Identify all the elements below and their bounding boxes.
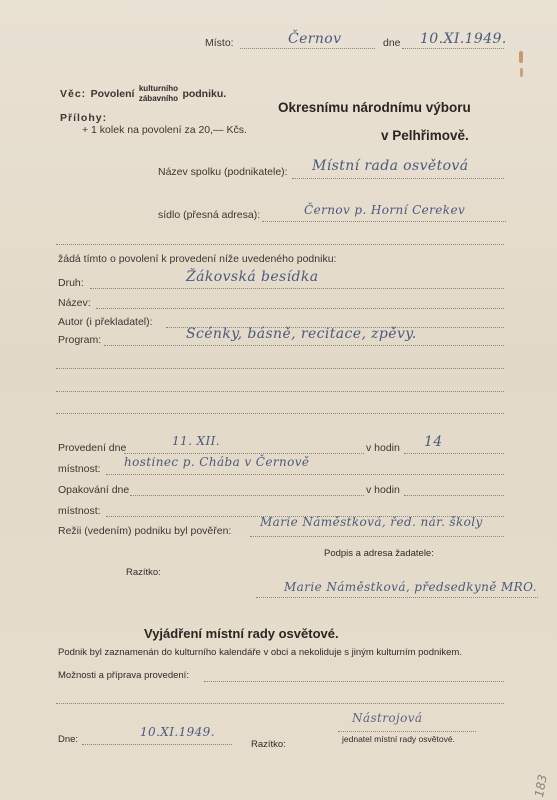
mistnost-line — [106, 474, 504, 475]
provedeni-label: Provedení dne — [58, 442, 127, 454]
spolek-value: Místní rada osvětová — [312, 158, 469, 174]
mistnost2-label: místnost: — [58, 505, 101, 517]
moznosti-line — [204, 681, 504, 682]
council-dne-value: 10.XI.1949. — [140, 725, 215, 739]
druh-value: Žákovská besídka — [186, 269, 319, 285]
opakovani-line — [130, 495, 364, 496]
misto-label: Místo: — [205, 37, 234, 49]
autor-label: Autor (i překladatel): — [58, 316, 153, 328]
razitko-label: Razítko: — [126, 567, 161, 578]
council-dne-line — [82, 744, 232, 745]
hodin-label: v hodin — [366, 442, 400, 454]
jednatel-line — [338, 731, 476, 732]
addressee-line1: Okresnímu národnímu výboru — [278, 100, 471, 115]
vec-label: Věc: — [60, 88, 87, 100]
council-dne-label: Dne: — [58, 734, 79, 745]
misto-line — [240, 48, 375, 49]
program-line — [104, 345, 504, 346]
sidlo-line — [262, 221, 506, 222]
rezie-value: Marie Náměstková, řed. nár. školy — [260, 515, 483, 529]
dne-line — [402, 48, 504, 49]
nazev-label: Název: — [58, 297, 91, 309]
opakovani-label: Opakování dne — [58, 484, 130, 496]
hodin2-label: v hodin — [366, 484, 400, 496]
podniku-text: podniku. — [182, 88, 227, 100]
prilohy-label: Přílohy: — [60, 112, 108, 124]
program-value: Scénky, básně, recitace, zpěvy. — [186, 326, 417, 342]
hodin2-line — [404, 495, 504, 496]
druh-line — [90, 288, 504, 289]
subject-line — [60, 84, 226, 104]
kolek-text: + 1 kolek na povolení za 20,— Kčs. — [82, 124, 247, 136]
jednatel-label: jednatel místní rady osvětové. — [342, 734, 455, 744]
blank-line — [56, 244, 504, 245]
rust-stain — [520, 68, 523, 77]
mistnost-value: hostinec p. Chába v Černově — [124, 455, 310, 469]
druh-label: Druh: — [58, 277, 84, 289]
dne-value: 10.XI.1949. — [420, 31, 507, 47]
blank-line — [56, 391, 504, 392]
spolek-line — [292, 178, 504, 179]
nazev-line — [96, 308, 504, 309]
rust-stain — [519, 51, 523, 63]
rezie-line — [250, 536, 504, 537]
hodin-line — [404, 453, 504, 454]
provedeni-line — [124, 453, 364, 454]
jednatel-signature: Nástrojová — [352, 711, 423, 725]
misto-value: Černov — [288, 31, 342, 47]
zabavniho-option: zábavního — [138, 94, 178, 103]
dne-label: dne — [383, 37, 401, 49]
council-title: Vyjádření místní rady osvětové. — [144, 626, 339, 641]
hodin-value: 14 — [424, 434, 443, 450]
sidlo-label: sídlo (přesná adresa): — [158, 209, 261, 221]
signature-line — [256, 597, 538, 598]
request-text: žádá tímto o povolení k provedení níže uvedeného podniku: — [58, 253, 337, 265]
margin-note: 183 — [532, 773, 550, 799]
mistnost-label: místnost: — [58, 463, 101, 475]
council-razitko-label: Razítko: — [251, 739, 286, 750]
moznosti-label: Možnosti a příprava provedení: — [58, 670, 189, 681]
kulturniho-option: kulturního — [138, 84, 178, 93]
blank-line — [56, 703, 504, 704]
program-label: Program: — [58, 334, 102, 346]
provedeni-value: 11. XII. — [172, 434, 220, 448]
blank-line — [56, 413, 504, 414]
council-line1: Podnik byl zaznamenán do kulturního kalendáře v obci a nekoliduje s jiným kulturním podnikem. — [58, 647, 462, 658]
spolek-label: Název spolku (podnikatele): — [158, 166, 288, 178]
rezie-label: Režii (vedením) podniku byl pověřen: — [58, 525, 232, 537]
event-type-options — [139, 84, 178, 104]
sidlo-value: Černov p. Horní Cerekev — [304, 203, 466, 217]
blank-line — [56, 368, 504, 369]
addressee-line2: v Pelhřimově. — [381, 128, 469, 143]
podpis-caption: Podpis a adresa žadatele: — [324, 548, 434, 559]
povoleni-text: Povolení — [90, 88, 135, 100]
signature-value: Marie Náměstková, předsedkyně MRO. — [284, 580, 537, 594]
